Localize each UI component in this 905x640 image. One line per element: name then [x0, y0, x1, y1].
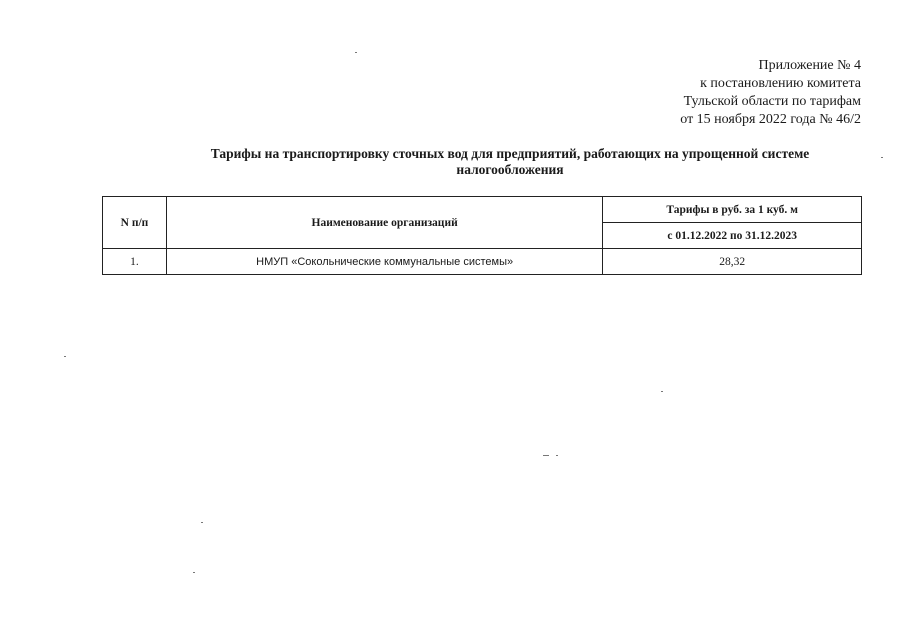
scan-speck	[543, 455, 549, 456]
appendix-header	[680, 57, 861, 129]
row-organization: НМУП «Сокольнические коммунальные системы»	[166, 249, 602, 275]
scan-speck	[661, 391, 663, 392]
row-number: 1.	[103, 249, 167, 275]
header-number: N п/п	[103, 197, 167, 249]
appendix-date: от 15 ноября 2022 года № 46/2	[680, 112, 861, 127]
tariff-table	[102, 196, 862, 275]
scan-speck	[64, 356, 66, 357]
scan-speck	[193, 572, 195, 573]
scan-speck	[355, 52, 357, 53]
scan-speck	[201, 522, 203, 523]
title-line-1: Тарифы на транспортировку сточных вод для предприятий, работающих на упрощенной системе	[210, 146, 810, 161]
header-tariff: Тарифы в руб. за 1 куб. м	[603, 197, 862, 223]
scan-speck	[881, 157, 883, 158]
row-tariff: 28,32	[603, 249, 862, 275]
scan-speck	[556, 455, 558, 456]
table-header-row	[103, 197, 862, 223]
table-row	[103, 249, 862, 275]
header-period: с 01.12.2022 по 31.12.2023	[603, 223, 862, 249]
appendix-resolution: к постановлению комитета	[700, 76, 861, 91]
appendix-committee: Тульской области по тарифам	[683, 94, 861, 109]
appendix-number: Приложение № 4	[758, 58, 861, 73]
title-line-2: налогообложения	[456, 162, 564, 177]
header-organization: Наименование организаций	[166, 197, 602, 249]
document-title	[120, 146, 900, 178]
